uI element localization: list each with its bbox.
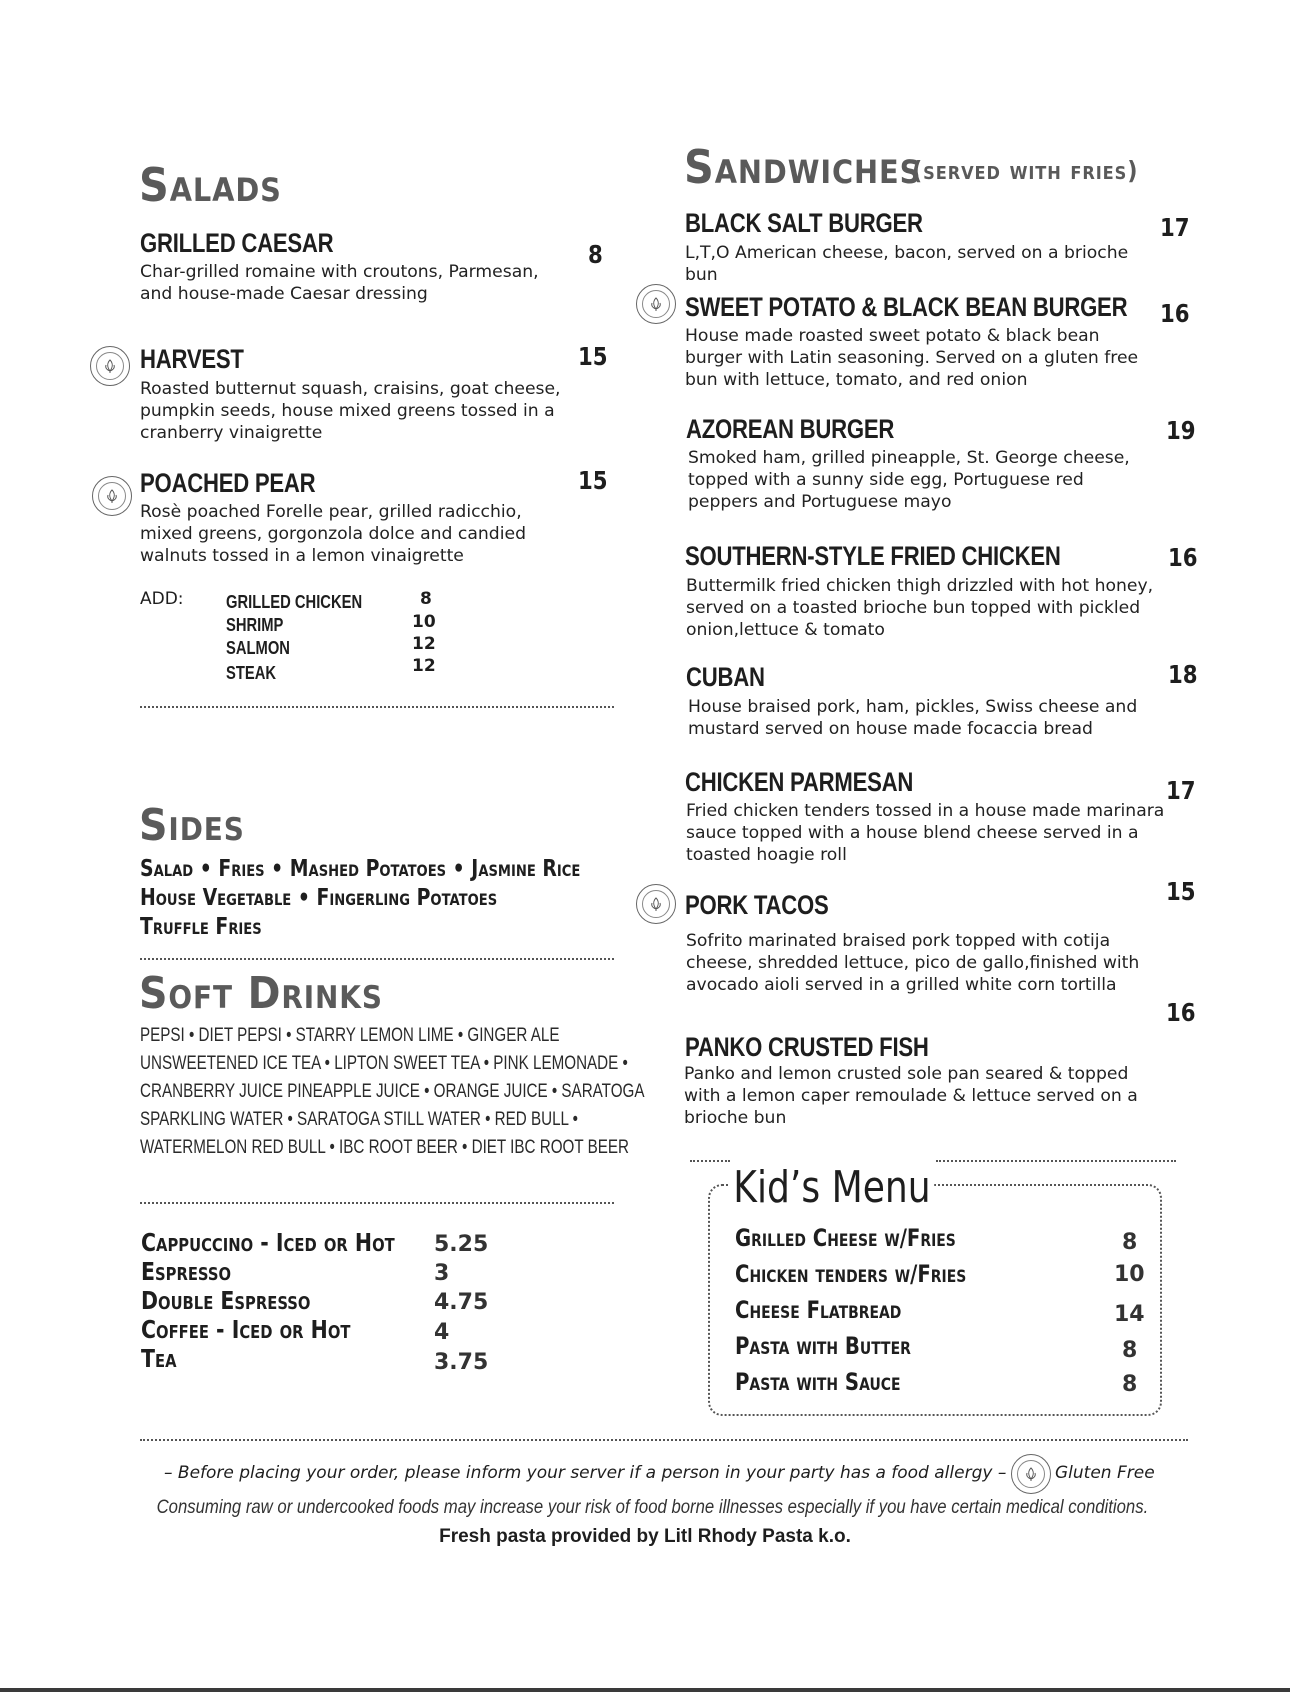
divider — [140, 958, 614, 960]
salad-item-price: 15 — [578, 466, 608, 495]
salad-item-desc: Roasted butternut squash, craisins, goat cheese, pumpkin seeds, house mixed greens tossed in a cranberry vinaigrette — [140, 379, 561, 443]
divider — [936, 1160, 1176, 1162]
allergy-notice: – Before placing your order, please inform your server if a person in your party has a food allergy – — [164, 1463, 1007, 1483]
coffee-item-price: 3 — [434, 1261, 450, 1286]
add-on-name: SALMON — [226, 638, 290, 658]
divider — [690, 1160, 730, 1162]
sandwich-item-name: AZOREAN BURGER — [686, 414, 895, 444]
sandwich-item-price: 16 — [1160, 299, 1190, 328]
coffee-item-name: Tea — [141, 1344, 177, 1373]
sides-line: Truffle Fries — [140, 914, 262, 940]
soft-drinks-title: Soft Drinks — [139, 968, 383, 1019]
sandwich-item-desc: Smoked ham, grilled pineapple, St. George cheese, topped with a sunny side egg, Portuguese red peppers and Portuguese mayo — [688, 448, 1130, 512]
add-on-price: 8 — [420, 589, 432, 609]
add-on-name: STEAK — [226, 663, 277, 683]
coffee-item-name: Double Espresso — [141, 1286, 311, 1315]
gluten-free-icon — [636, 284, 676, 324]
divider — [140, 1439, 1188, 1441]
kids-item-price: 14 — [1114, 1302, 1145, 1327]
sandwich-item-desc: Buttermilk fried chicken thigh drizzled with hot honey, served on a toasted brioche bun topped with pickled onion,lettuce & tomato — [686, 576, 1154, 640]
sandwich-item-desc: Panko and lemon crusted sole pan seared & topped with a lemon caper remoulade & lettuce served on a brioche bun — [684, 1064, 1138, 1128]
gluten-free-icon — [1011, 1454, 1051, 1494]
sandwich-item-price: 16 — [1166, 998, 1196, 1027]
add-on-name: SHRIMP — [226, 615, 284, 635]
coffee-item-name: Espresso — [141, 1257, 232, 1286]
sandwich-item-price: 16 — [1168, 543, 1198, 572]
sandwich-item-name: BLACK SALT BURGER — [685, 208, 923, 238]
drinks-line: WATERMELON RED BULL • IBC ROOT BEER • DIET IBC ROOT BEER — [140, 1137, 629, 1158]
drinks-line: SPARKLING WATER • SARATOGA STILL WATER • RED BULL • — [140, 1109, 578, 1130]
drinks-line: UNSWEETENED ICE TEA • LIPTON SWEET TEA • PINK LEMONADE • — [140, 1053, 628, 1074]
sandwich-item-name: PORK TACOS — [685, 890, 829, 920]
gluten-free-icon — [636, 884, 676, 924]
kids-item-name: Pasta with Butter — [735, 1332, 911, 1360]
salad-item-desc: Rosè poached Forelle pear, grilled radicchio, mixed greens, gorgonzola dolce and candied walnuts tossed in a lemon vinaigrette — [140, 502, 526, 566]
sandwich-item-desc: House braised pork, ham, pickles, Swiss cheese and mustard served on house made focaccia bread — [688, 697, 1138, 739]
kids-item-price: 10 — [1114, 1262, 1145, 1287]
salad-item-price: 8 — [588, 240, 603, 269]
add-on-price: 10 — [412, 612, 436, 632]
raw-food-warning: Consuming raw or undercooked foods may increase your risk of food borne illnesses especially if you have certain medical conditions. — [156, 1497, 1149, 1518]
salad-item-price: 15 — [578, 342, 608, 371]
sandwich-item-desc: L,T,O American cheese, bacon, served on a brioche bun — [685, 243, 1129, 285]
sandwich-item-desc: Fried chicken tenders tossed in a house made marinara sauce topped with a house blend cheese served in a toasted hoagie roll — [686, 801, 1165, 865]
bottom-border — [0, 1688, 1290, 1692]
pasta-note: Fresh pasta provided by Litl Rhody Pasta k.o. — [439, 1526, 851, 1547]
sandwich-item-price: 15 — [1166, 877, 1196, 906]
coffee-item-name: Coffee - Iced or Hot — [141, 1315, 351, 1344]
salad-item-name: POACHED PEAR — [140, 468, 316, 498]
gluten-free-icon — [90, 346, 130, 386]
coffee-item-price: 4 — [434, 1320, 450, 1345]
coffee-item-price: 5.25 — [434, 1232, 489, 1257]
kids-item-name: Pasta with Sauce — [735, 1368, 901, 1396]
drinks-line: CRANBERRY JUICE PINEAPPLE JUICE • ORANGE JUICE • SARATOGA — [140, 1081, 645, 1102]
sides-line: Salad • Fries • Mashed Potatoes • Jasmine Rice — [140, 856, 581, 882]
salad-item-name: GRILLED CAESAR — [140, 228, 334, 258]
divider — [140, 706, 614, 708]
sandwich-item-price: 17 — [1166, 776, 1196, 805]
sandwich-item-price: 19 — [1166, 416, 1196, 445]
sandwiches-title: Sandwiches — [684, 140, 922, 194]
sandwiches-subtitle: (served with fries) — [912, 156, 1139, 185]
kids-item-price: 8 — [1122, 1338, 1138, 1363]
kids-item-name: Chicken tenders w/Fries — [735, 1260, 967, 1288]
kids-item-price: 8 — [1122, 1372, 1138, 1397]
salads-title: Salads — [139, 158, 282, 212]
sandwich-item-name: PANKO CRUSTED FISH — [685, 1032, 929, 1062]
gluten-free-icon — [92, 476, 132, 516]
divider — [140, 1202, 614, 1204]
add-label: ADD: — [140, 589, 184, 609]
drinks-line: PEPSI • DIET PEPSI • STARRY LEMON LIME • GINGER ALE — [140, 1025, 560, 1046]
sides-line: House Vegetable • Fingerling Potatoes — [140, 885, 498, 911]
add-on-price: 12 — [412, 656, 436, 676]
sandwich-item-name: CHICKEN PARMESAN — [685, 767, 914, 797]
sandwich-item-name: CUBAN — [686, 662, 765, 692]
sandwich-item-desc: Sofrito marinated braised pork topped with cotija cheese, shredded lettuce, pico de gallo,finished with avocado aioli served in a grilled white corn tortilla — [686, 931, 1140, 995]
coffee-item-name: Cappuccino - Iced or Hot — [141, 1228, 395, 1257]
kids-menu-title: Kid’s Menu — [730, 1162, 934, 1213]
salad-item-desc: Char-grilled romaine with croutons, Parmesan, and house-made Caesar dressing — [140, 262, 539, 304]
sandwich-item-name: SOUTHERN-STYLE FRIED CHICKEN — [685, 541, 1061, 571]
kids-item-price: 8 — [1122, 1230, 1138, 1255]
sandwich-item-price: 18 — [1168, 660, 1198, 689]
kids-item-name: Grilled Cheese w/Fries — [735, 1224, 956, 1252]
sandwich-item-desc: House made roasted sweet potato & black bean burger with Latin seasoning. Served on a gluten free bun with lettuce, tomato, and red onion — [685, 326, 1139, 390]
gluten-free-label: Gluten Free — [1055, 1463, 1155, 1483]
kids-item-name: Cheese Flatbread — [735, 1296, 902, 1324]
sandwich-item-name: SWEET POTATO & BLACK BEAN BURGER — [685, 292, 1128, 322]
sandwich-item-price: 17 — [1160, 213, 1190, 242]
coffee-item-price: 4.75 — [434, 1290, 489, 1315]
coffee-item-price: 3.75 — [434, 1350, 489, 1375]
sandwiches-header — [684, 140, 948, 194]
add-on-price: 12 — [412, 634, 436, 654]
salad-item-name: HARVEST — [140, 344, 244, 374]
add-on-name: GRILLED CHICKEN — [226, 592, 363, 612]
sides-title: Sides — [139, 800, 245, 851]
